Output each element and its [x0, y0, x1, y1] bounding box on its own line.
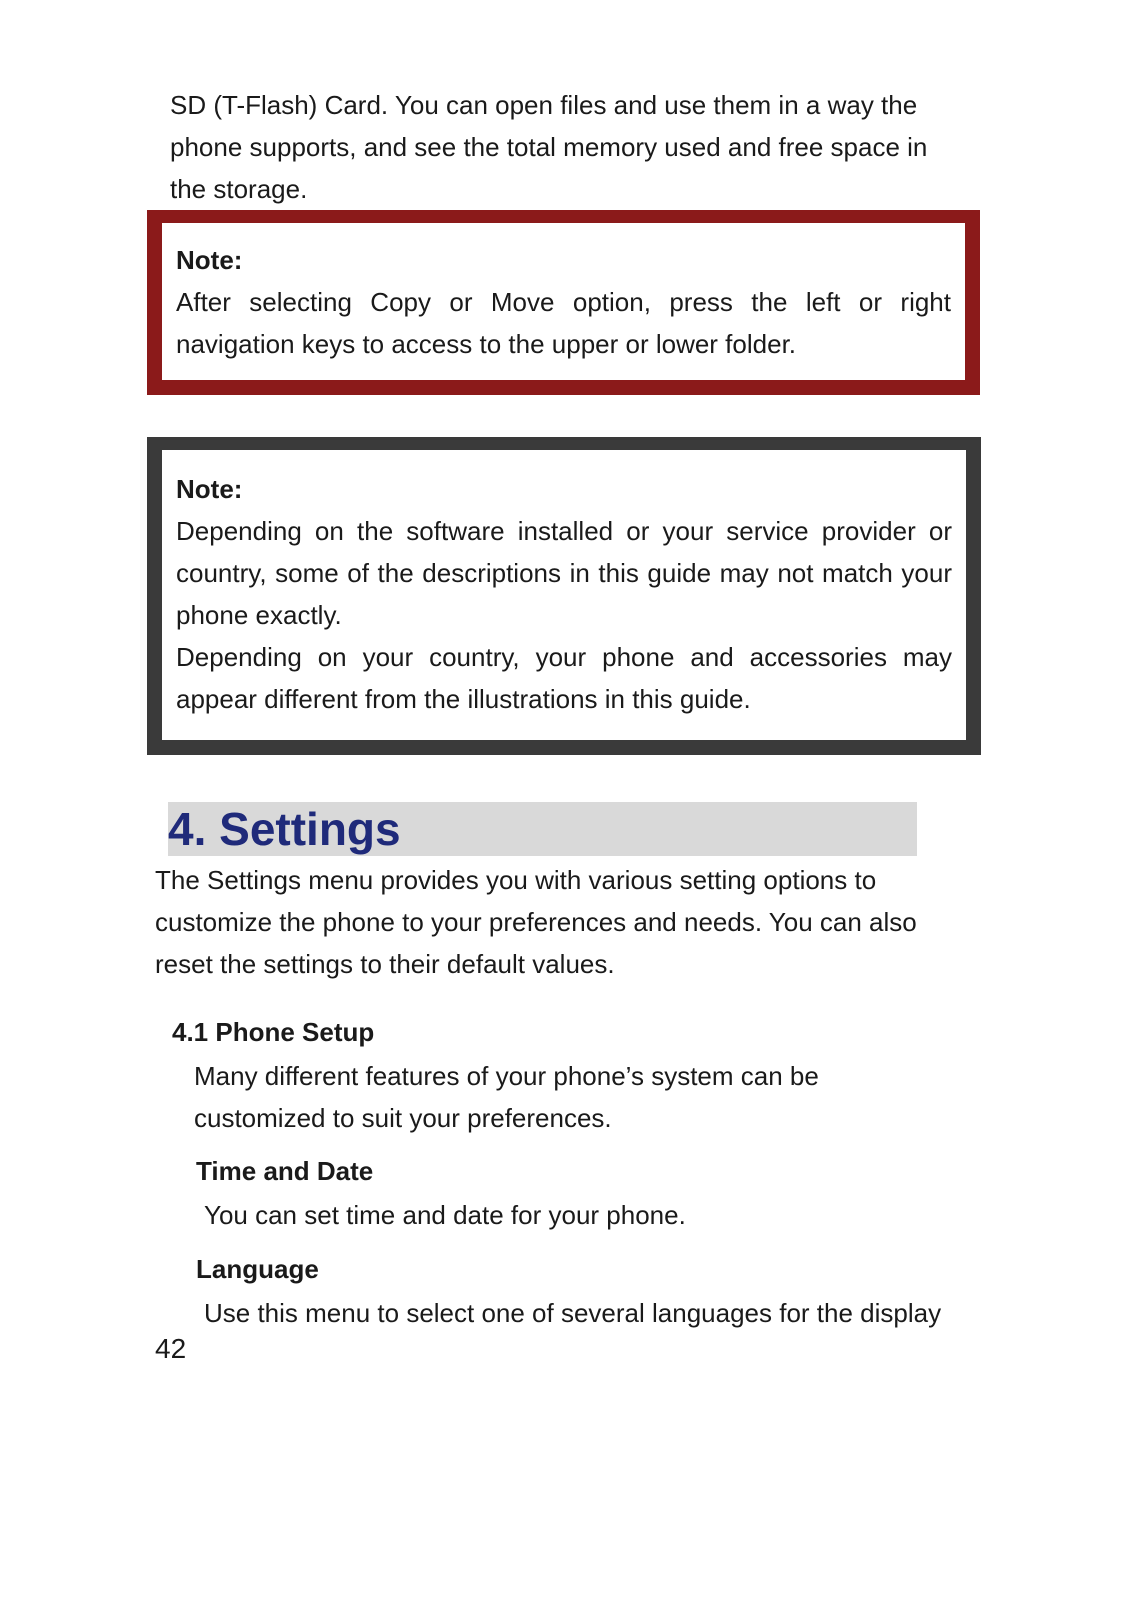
note-box-copy-move: [147, 210, 980, 395]
item-title-time-and-date: Time and Date: [196, 1156, 374, 1186]
note-box-software: [147, 437, 981, 755]
subsection-title-phone-setup: 4.1 Phone Setup: [172, 1017, 375, 1047]
note-paragraph-2: Depending on your country, your phone and accessories may appear different from the illustrations in this guide.: [176, 642, 952, 714]
section-body: The Settings menu provides you with various setting options to customize the phone to your preferences and needs. You can also reset the settings to their default values.: [155, 865, 917, 979]
intro-paragraph: SD (T-Flash) Card. You can open files and use them in a way the phone supports, and see the total memory used and free space in the storage.: [170, 90, 928, 204]
subsection-body-phone-setup: Many different features of your phone’s system can be customized to suit your preferences.: [194, 1061, 819, 1133]
item-title-language: Language: [196, 1254, 319, 1284]
note-box-inner: [161, 222, 966, 381]
note-title: Note:: [176, 474, 243, 504]
item-body-time-and-date: You can set time and date for your phone.: [204, 1200, 686, 1230]
note-paragraph-1: Depending on the software installed or your service provider or country, some of the descriptions in this guide may not match your phone exactly.: [176, 516, 952, 630]
item-body-language: Use this menu to select one of several languages for the display: [204, 1298, 942, 1328]
note-box-inner: [161, 449, 967, 741]
page-number: 42: [155, 1333, 187, 1364]
note-text: After selecting Copy or Move option, press the left or right navigation keys to access to the upper or lower folder.: [176, 287, 951, 359]
section-title: 4. Settings: [168, 803, 401, 855]
note-title: Note:: [176, 245, 243, 275]
